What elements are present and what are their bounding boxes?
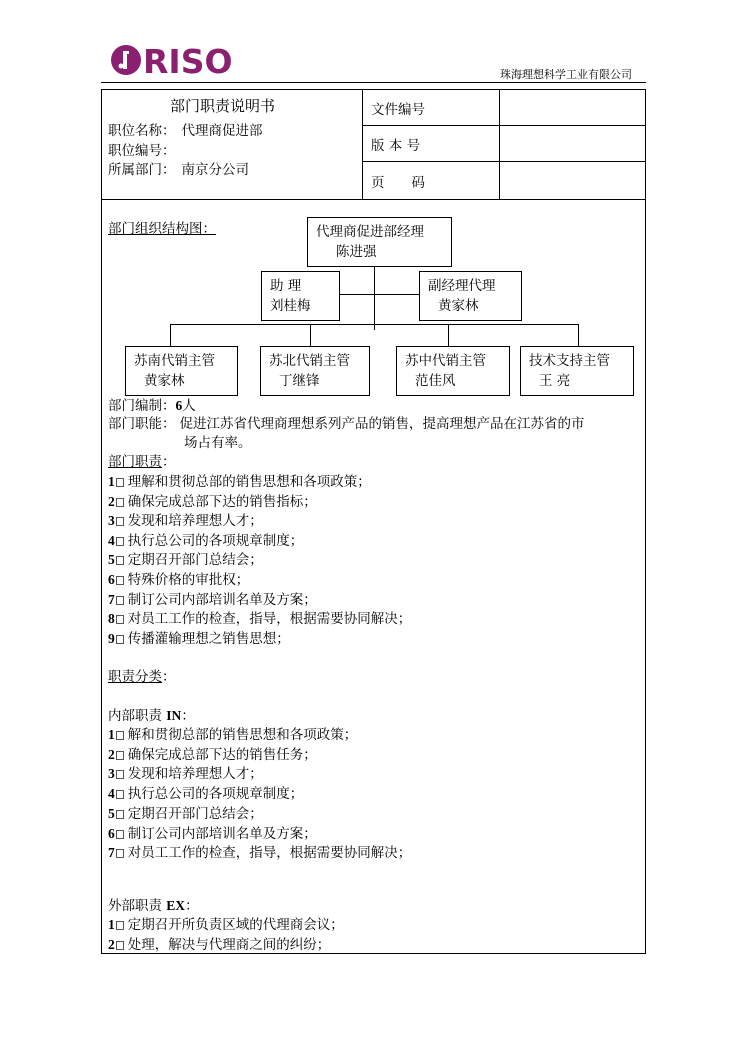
item-number: 2	[108, 493, 115, 509]
checkbox-glyph	[116, 537, 124, 546]
list-item	[108, 570, 249, 590]
version-label: 版 本 号	[362, 126, 499, 162]
dept-function: 部门职能： 促进江苏省代理商理想系列产品的销售，提高理想产品在江苏省的市	[108, 416, 585, 432]
checkbox-glyph	[116, 596, 124, 605]
org-box-sub: 苏南代销主管 黄家林	[125, 346, 238, 396]
list-item	[108, 804, 263, 824]
checkbox-glyph	[116, 830, 124, 839]
item-number: 1	[108, 474, 115, 489]
item-text: 定期召开所负责区域的代理商会议；	[127, 917, 344, 933]
item-number: 4	[108, 786, 115, 802]
org-box-manager: 代理商促进部经理 陈进强	[307, 217, 452, 267]
checkbox-glyph	[116, 576, 124, 585]
item-number: 9	[108, 630, 115, 646]
item-text: 确保完成总部下达的销售指标；	[127, 493, 317, 510]
list-item	[108, 764, 263, 784]
list-item	[108, 531, 303, 551]
checkbox-glyph	[116, 770, 124, 779]
classification-label: 职责分类：	[108, 669, 176, 685]
org-connector	[448, 324, 449, 346]
duties-label: 部门职责：	[108, 454, 176, 470]
checkbox-glyph	[116, 751, 124, 760]
item-text: 传播灌输理想之销售思想；	[127, 630, 290, 647]
item-number: 5	[108, 805, 115, 821]
checkbox-glyph	[116, 790, 124, 799]
org-chart-label: 部门组织结构图：	[108, 221, 216, 237]
page-value	[499, 162, 645, 199]
item-number: 7	[108, 591, 115, 607]
item-number: 6	[108, 825, 115, 841]
item-number: 1	[108, 727, 115, 742]
file-no-label: 文件编号	[362, 90, 499, 126]
org-box-deputy: 副经理代理 黄家林	[419, 271, 522, 321]
logo-text: RISO	[143, 42, 233, 78]
item-text: 执行总公司的各项规章制度；	[127, 786, 304, 803]
checkbox-glyph	[116, 615, 124, 624]
item-text: 定期召开部门总结会；	[127, 805, 263, 822]
checkbox-glyph	[116, 517, 124, 526]
checkbox-glyph	[116, 556, 124, 565]
item-text: 定期召开部门总结会；	[127, 552, 263, 569]
item-number: 2	[108, 746, 115, 762]
org-box-sub: 苏北代销主管 丁继锋	[260, 346, 370, 396]
dept-function-cont: 场占有率。	[184, 435, 252, 451]
internal-label: 内部职责 IN：	[108, 708, 195, 724]
company-name: 珠海理想科学工业有限公司	[500, 68, 632, 81]
item-text: 制订公司内部培训名单及方案；	[127, 591, 317, 608]
org-connector	[310, 324, 311, 346]
org-connector	[170, 324, 171, 346]
item-number: 5	[108, 552, 115, 568]
item-number: 4	[108, 532, 115, 548]
item-number: 6	[108, 572, 115, 587]
item-number: 3	[108, 766, 115, 782]
org-connector	[340, 294, 420, 295]
item-text: 执行总公司的各项规章制度；	[127, 532, 304, 549]
checkbox-glyph	[116, 731, 124, 740]
staffing: 部门编制：6人	[108, 398, 196, 414]
checkbox-glyph	[116, 941, 124, 950]
list-item	[108, 935, 330, 955]
list-item	[108, 725, 357, 745]
page-label: 页 码	[362, 162, 499, 199]
doc-info-table	[362, 90, 645, 199]
list-item	[108, 492, 317, 512]
file-no-value	[499, 90, 645, 126]
item-text: 处理，解决与代理商之间的纠纷；	[127, 936, 331, 953]
list-item	[108, 590, 317, 610]
external-label: 外部职责 EX：	[108, 898, 199, 914]
item-text: 对员工工作的检查，指导，根据需要协同解决；	[127, 611, 412, 628]
item-text: 对员工工作的检查，指导，根据需要协同解决；	[127, 845, 412, 862]
item-text: 特殊价格的审批权；	[127, 572, 250, 588]
checkbox-glyph	[116, 478, 124, 487]
org-connector	[170, 324, 578, 325]
item-number: 1	[108, 917, 115, 932]
department: 所属部门： 南京分公司	[108, 162, 249, 178]
org-box-sub: 技术支持主管 王 亮	[520, 346, 634, 396]
list-item	[108, 843, 411, 863]
item-text: 理解和贯彻总部的销售思想和各项政策；	[127, 474, 371, 490]
org-box-sub: 苏中代销主管 范佳风	[396, 346, 510, 396]
item-text: 发现和培养理想人才；	[127, 766, 263, 783]
list-item	[108, 745, 317, 765]
position-no: 职位编号：	[108, 143, 176, 159]
item-text: 制订公司内部培训名单及方案；	[127, 825, 317, 842]
checkbox-glyph	[116, 635, 124, 644]
checkbox-glyph	[116, 921, 124, 930]
list-item	[108, 824, 317, 844]
header-divider	[101, 199, 646, 200]
list-item	[108, 550, 263, 570]
org-box-assistant: 助 理 刘桂梅	[261, 271, 340, 321]
item-text: 解和贯彻总部的销售思想和各项政策；	[127, 727, 358, 743]
list-item	[108, 629, 290, 649]
header-rule	[101, 82, 646, 83]
checkbox-glyph	[116, 810, 124, 819]
list-item	[108, 784, 303, 804]
item-number: 8	[108, 611, 115, 627]
item-number: 2	[108, 936, 115, 952]
riso-logo	[110, 42, 240, 78]
item-text: 确保完成总部下达的销售任务；	[127, 746, 317, 763]
item-number: 3	[108, 513, 115, 529]
item-text: 发现和培养理想人才；	[127, 513, 263, 530]
list-item	[108, 915, 344, 935]
item-number: 7	[108, 845, 115, 861]
org-connector	[374, 266, 375, 330]
checkbox-glyph	[116, 849, 124, 858]
list-item	[108, 472, 371, 492]
org-connector	[578, 324, 579, 346]
version-value	[499, 126, 645, 162]
doc-title: 部门职责说明书	[170, 97, 276, 115]
list-item	[108, 609, 411, 629]
list-item	[108, 511, 263, 531]
position-name: 职位名称： 代理商促进部	[108, 123, 263, 139]
checkbox-glyph	[116, 498, 124, 507]
